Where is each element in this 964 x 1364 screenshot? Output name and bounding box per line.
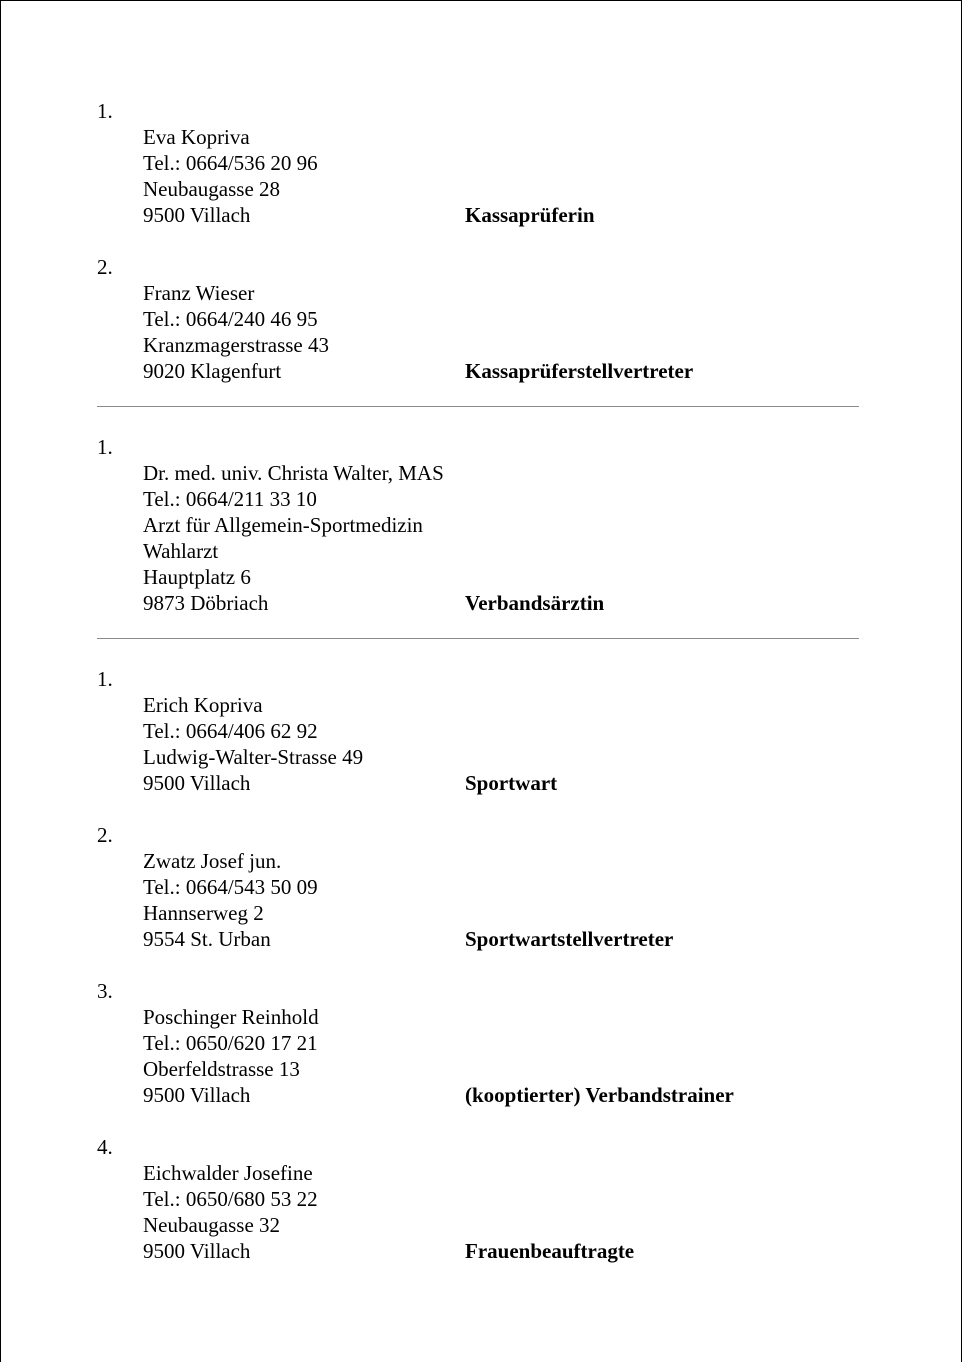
member-name: Franz Wieser: [143, 281, 255, 305]
entry-details: [143, 124, 859, 228]
member-role: Verbandsärztin: [465, 591, 605, 615]
member-name: Zwatz Josef jun.: [143, 849, 282, 873]
entry-details: [143, 1160, 859, 1264]
entry-details: [143, 848, 859, 952]
member-entry: [97, 978, 859, 1108]
member-city: 9500 Villach: [143, 771, 251, 795]
entry-details: [143, 460, 859, 616]
member-name: Dr. med. univ. Christa Walter, MAS: [143, 461, 444, 485]
member-name: Erich Kopriva: [143, 693, 263, 717]
section-physician: [97, 434, 859, 616]
member-practice-type: Wahlarzt: [143, 539, 219, 563]
member-street: Hannserweg 2: [143, 901, 264, 925]
member-street: Neubaugasse 28: [143, 177, 281, 201]
member-phone: Tel.: 0664/543 50 09: [143, 875, 318, 899]
member-name: Poschinger Reinhold: [143, 1005, 319, 1029]
member-role: Kassaprüferin: [465, 203, 595, 227]
member-street: Neubaugasse 32: [143, 1213, 281, 1237]
member-role: Sportwart: [465, 771, 558, 795]
member-street: Hauptplatz 6: [143, 565, 251, 589]
member-entry: [97, 254, 859, 384]
entry-details: [143, 1004, 859, 1108]
member-city: 9500 Villach: [143, 1239, 251, 1263]
member-role: (kooptierter) Verbandstrainer: [465, 1083, 734, 1107]
entry-number: 2.: [97, 823, 113, 847]
member-name: Eva Kopriva: [143, 125, 250, 149]
entry-details: [143, 692, 859, 796]
entry-number: 4.: [97, 1135, 113, 1159]
member-street: Kranzmagerstrasse 43: [143, 333, 330, 357]
member-entry: [97, 434, 859, 616]
section-auditors: [97, 98, 859, 384]
member-entry: [97, 98, 859, 228]
member-role: Frauenbeauftragte: [465, 1239, 635, 1263]
section-divider: [97, 406, 859, 407]
member-entry: [97, 666, 859, 796]
section-sport: [97, 666, 859, 1264]
entry-number: 1.: [97, 667, 113, 691]
member-role: Sportwartstellvertreter: [465, 927, 674, 951]
member-profession: Arzt für Allgemein-Sportmedizin: [143, 513, 423, 537]
member-entry: [97, 822, 859, 952]
member-entry: [97, 1134, 859, 1264]
member-phone: Tel.: 0664/211 33 10: [143, 487, 317, 511]
member-city: 9873 Döbriach: [143, 591, 269, 615]
member-phone: Tel.: 0650/680 53 22: [143, 1187, 318, 1211]
entry-number: 2.: [97, 255, 113, 279]
member-city: 9500 Villach: [143, 1083, 251, 1107]
member-street: Oberfeldstrasse 13: [143, 1057, 300, 1081]
section-divider: [97, 638, 859, 639]
member-city: 9554 St. Urban: [143, 927, 271, 951]
member-phone: Tel.: 0664/406 62 92: [143, 719, 318, 743]
entry-details: [143, 280, 859, 384]
entry-number: 1.: [97, 435, 113, 459]
member-phone: Tel.: 0664/536 20 96: [143, 151, 318, 175]
member-city: 9020 Klagenfurt: [143, 359, 282, 383]
member-street: Ludwig-Walter-Strasse 49: [143, 745, 364, 769]
entry-number: 3.: [97, 979, 113, 1003]
entry-number: 1.: [97, 99, 113, 123]
member-phone: Tel.: 0664/240 46 95: [143, 307, 318, 331]
member-role: Kassaprüferstellvertreter: [465, 359, 694, 383]
member-phone: Tel.: 0650/620 17 21: [143, 1031, 318, 1055]
member-name: Eichwalder Josefine: [143, 1161, 313, 1185]
member-directory: [97, 98, 859, 1264]
member-city: 9500 Villach: [143, 203, 251, 227]
